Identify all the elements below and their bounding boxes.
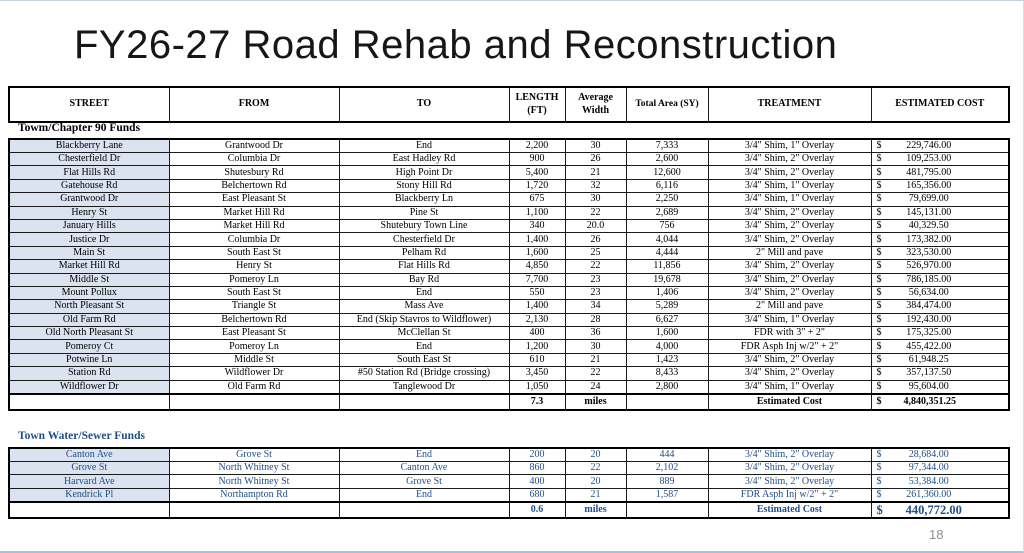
cell-estimated-cost [871, 340, 1009, 353]
cell-area: 6,116 [626, 179, 708, 192]
col-header-treatment: TREATMENT [708, 87, 871, 122]
cell-width: 21 [565, 166, 626, 179]
cost-amount: 109,253.00 [906, 153, 952, 165]
dollar-sign: $ [876, 340, 882, 352]
cell-treatment: FDR Asph Inj w/2" + 2" [708, 488, 871, 502]
dollar-sign: $ [876, 475, 882, 487]
cell-treatment: 3/4" Shim, 2" Overlay [708, 367, 871, 380]
cell-to: End [339, 448, 509, 462]
cell-estimated-cost [871, 286, 1009, 299]
cell-estimated-cost [871, 448, 1009, 462]
cost-amount: 173,382.00 [906, 233, 952, 245]
cell-width: 22 [565, 206, 626, 219]
cell-width: 25 [565, 246, 626, 259]
cell-length: 550 [509, 286, 565, 299]
cell-from [169, 502, 339, 518]
cell-to: Pine St [339, 206, 509, 219]
dollar-sign: $ [876, 193, 882, 205]
cost-amount: 786,185.00 [906, 273, 952, 285]
cell-width: 22 [565, 462, 626, 475]
cell-from: Shutesbury Rd [169, 166, 339, 179]
slide-title: FY26-27 Road Rehab and Reconstruction [74, 23, 838, 67]
cell-length: 1,100 [509, 206, 565, 219]
cell-treatment: 3/4" Shim, 2" Overlay [708, 233, 871, 246]
cell-to [339, 394, 509, 410]
cell-street: Grantwood Dr [9, 193, 169, 206]
cell-street [9, 394, 169, 410]
cell-to: #50 Station Rd (Bridge crossing) [339, 367, 509, 380]
cell-street: Middle St [9, 273, 169, 286]
cell-estimated-cost [871, 246, 1009, 259]
cell-street: January Hills [9, 219, 169, 232]
dollar-sign: $ [876, 246, 882, 258]
cell-length: 900 [509, 153, 565, 166]
cost-amount: 4,840,351.25 [903, 395, 956, 407]
table-row [9, 327, 1009, 340]
cell-width: 30 [565, 193, 626, 206]
cell-area: 2,689 [626, 206, 708, 219]
dollar-sign: $ [876, 206, 882, 218]
table-row [9, 448, 1009, 462]
dollar-sign: $ [876, 153, 882, 165]
cell-street: Justice Dr [9, 233, 169, 246]
cell-to: End [339, 286, 509, 299]
cell-to: Blackberry Ln [339, 193, 509, 206]
cell-area: 12,600 [626, 166, 708, 179]
table-row [9, 219, 1009, 232]
cost-amount: 175,325.00 [906, 327, 952, 339]
cell-from: North Whitney St [169, 475, 339, 488]
summary-miles-value: 0.6 [509, 502, 565, 518]
cell-area: 1,587 [626, 488, 708, 502]
cell-width: 23 [565, 273, 626, 286]
cell-to: End [339, 488, 509, 502]
cell-to: East Hadley Rd [339, 153, 509, 166]
cell-width: 34 [565, 300, 626, 313]
table-row [9, 273, 1009, 286]
cell-to: End (Skip Stavros to Wildflower) [339, 313, 509, 326]
col-header-width: Average Width [565, 87, 626, 122]
cell-width: 23 [565, 286, 626, 299]
cost-amount: 481,795.00 [906, 166, 952, 178]
col-header-length: LENGTH (FT) [509, 87, 565, 122]
cell-from: Grantwood Dr [169, 139, 339, 153]
cell-area: 2,102 [626, 462, 708, 475]
dollar-sign: $ [876, 449, 882, 460]
cell-estimated-cost [871, 502, 1009, 518]
cell-length: 1,400 [509, 300, 565, 313]
table-row [9, 475, 1009, 488]
cell-street: Potwine Ln [9, 353, 169, 366]
cell-length: 1,050 [509, 380, 565, 394]
table-row [9, 206, 1009, 219]
dollar-sign: $ [876, 273, 882, 285]
cell-from: East Pleasant St [169, 193, 339, 206]
cell-width: 26 [565, 233, 626, 246]
cell-treatment: 3/4" Shim, 1" Overlay [708, 179, 871, 192]
cell-street: Harvard Ave [9, 475, 169, 488]
cell-treatment: 3/4" Shim, 1" Overlay [708, 193, 871, 206]
table-row [9, 462, 1009, 475]
cell-treatment: 3/4" Shim, 2" Overlay [708, 166, 871, 179]
cell-width: 22 [565, 367, 626, 380]
cell-length: 400 [509, 475, 565, 488]
cell-estimated-cost [871, 488, 1009, 502]
cell-area: 7,333 [626, 139, 708, 153]
cell-length: 7,700 [509, 273, 565, 286]
dollar-sign: $ [876, 233, 882, 245]
cell-estimated-cost [871, 179, 1009, 192]
dollar-sign: $ [876, 488, 882, 500]
table-row [9, 139, 1009, 153]
cell-from: Columbia Dr [169, 233, 339, 246]
dollar-sign: $ [876, 166, 882, 178]
cell-width: 21 [565, 488, 626, 502]
cell-width: 28 [565, 313, 626, 326]
cell-street: Station Rd [9, 367, 169, 380]
col-header-area: Total Area (SY) [626, 87, 708, 122]
cost-amount: 526,970.00 [906, 260, 952, 272]
cell-treatment: 3/4" Shim, 2" Overlay [708, 273, 871, 286]
cell-treatment: 3/4" Shim, 2" Overlay [708, 475, 871, 488]
cost-amount: 40,329.50 [908, 220, 949, 232]
cell-area: 1,423 [626, 353, 708, 366]
cell-to: Grove St [339, 475, 509, 488]
column-header-row [8, 86, 1010, 123]
cell-length: 860 [509, 462, 565, 475]
cell-street: Main St [9, 246, 169, 259]
dollar-sign: $ [876, 354, 882, 366]
cell-treatment: FDR with 3" + 2" [708, 327, 871, 340]
cost-amount: 28,684.00 [908, 449, 949, 460]
cell-area: 2,800 [626, 380, 708, 394]
cell-estimated-cost [871, 327, 1009, 340]
cell-street: Chesterfield Dr [9, 153, 169, 166]
cell-estimated-cost [871, 313, 1009, 326]
cell-estimated-cost [871, 475, 1009, 488]
cell-estimated-cost [871, 139, 1009, 153]
col-header-to: TO [339, 87, 509, 122]
cell-treatment: 2" Mill and pave [708, 246, 871, 259]
cell-estimated-cost [871, 300, 1009, 313]
cell-length: 1,400 [509, 233, 565, 246]
cell-estimated-cost [871, 367, 1009, 380]
cell-from: Pomeroy Ln [169, 340, 339, 353]
cost-amount: 145,131.00 [906, 206, 952, 218]
cell-from: South East St [169, 246, 339, 259]
cell-to: End [339, 139, 509, 153]
cell-estimated-cost [871, 219, 1009, 232]
table-row [9, 340, 1009, 353]
table-row [9, 488, 1009, 502]
cell-to: South East St [339, 353, 509, 366]
cell-from: Triangle St [169, 300, 339, 313]
col-header-from: FROM [169, 87, 339, 122]
cell-length: 400 [509, 327, 565, 340]
cell-to: End [339, 340, 509, 353]
dollar-sign: $ [876, 313, 882, 325]
dollar-sign: $ [876, 220, 882, 232]
cell-from: Belchertown Rd [169, 313, 339, 326]
cell-treatment: 3/4" Shim, 2" Overlay [708, 206, 871, 219]
cell-from: Columbia Dr [169, 153, 339, 166]
cell-from: Market Hill Rd [169, 206, 339, 219]
table-row [9, 193, 1009, 206]
cell-to: Shutebury Town Line [339, 219, 509, 232]
cell-to: Pelham Rd [339, 246, 509, 259]
cell-street: Gatehouse Rd [9, 179, 169, 192]
cell-area: 889 [626, 475, 708, 488]
cell-length: 1,200 [509, 340, 565, 353]
cell-treatment: 3/4" Shim, 1" Overlay [708, 380, 871, 394]
cell-to: Canton Ave [339, 462, 509, 475]
cell-estimated-cost [871, 273, 1009, 286]
dollar-sign: $ [876, 327, 882, 339]
cell-to: Bay Rd [339, 273, 509, 286]
cell-treatment: 3/4" Shim, 1" Overlay [708, 313, 871, 326]
cell-treatment: 3/4" Shim, 2" Overlay [708, 260, 871, 273]
water-sewer-funds-table [8, 447, 1010, 519]
dollar-sign: $ [876, 380, 882, 392]
cell-from: North Whitney St [169, 462, 339, 475]
section-summary-row [9, 394, 1009, 410]
cell-from: Belchertown Rd [169, 179, 339, 192]
cell-area: 444 [626, 448, 708, 462]
cell-street: Kendrick Pl [9, 488, 169, 502]
cost-amount: 56,634.00 [908, 287, 949, 299]
cell-area: 19,678 [626, 273, 708, 286]
cell-area: 5,289 [626, 300, 708, 313]
cell-from: Northampton Rd [169, 488, 339, 502]
cell-width: 30 [565, 139, 626, 153]
cell-treatment: FDR Asph Inj w/2" + 2" [708, 340, 871, 353]
cost-amount: 357,137.50 [906, 367, 952, 379]
cell-width: 22 [565, 260, 626, 273]
cell-street: North Pleasant St [9, 300, 169, 313]
cell-street: Market Hill Rd [9, 260, 169, 273]
cell-estimated-cost [871, 260, 1009, 273]
cell-from: South East St [169, 286, 339, 299]
dollar-sign: $ [876, 367, 882, 379]
cell-length: 4,850 [509, 260, 565, 273]
cell-street: Blackberry Lane [9, 139, 169, 153]
cell-treatment: 3/4" Shim, 2" Overlay [708, 286, 871, 299]
cell-estimated-cost [871, 206, 1009, 219]
cell-treatment: 3/4" Shim, 2" Overlay [708, 462, 871, 475]
page-number: 18 [929, 527, 944, 542]
cell-width: 21 [565, 353, 626, 366]
cost-amount: 455,422.00 [906, 340, 952, 352]
dollar-sign: $ [876, 179, 882, 191]
cell-length: 2,130 [509, 313, 565, 326]
dollar-sign: $ [876, 395, 882, 407]
dollar-sign: $ [876, 287, 882, 299]
table-row [9, 286, 1009, 299]
table-row [9, 367, 1009, 380]
cell-area: 8,433 [626, 367, 708, 380]
cost-amount: 323,530.00 [906, 246, 952, 258]
cell-to: Flat Hills Rd [339, 260, 509, 273]
dollar-sign: $ [876, 260, 882, 272]
cell-treatment: 3/4" Shim, 2" Overlay [708, 219, 871, 232]
cell-to: McClellan St [339, 327, 509, 340]
chapter90-funds-table [8, 138, 1010, 411]
cell-street: Old North Pleasant St [9, 327, 169, 340]
cell-area: 1,600 [626, 327, 708, 340]
cell-length: 2,200 [509, 139, 565, 153]
col-header-street: STREET [9, 87, 169, 122]
cell-street: Mount Pollux [9, 286, 169, 299]
cell-width: 26 [565, 153, 626, 166]
cell-area: 756 [626, 219, 708, 232]
summary-miles-unit: miles [565, 394, 626, 410]
cell-area [626, 502, 708, 518]
cell-length: 200 [509, 448, 565, 462]
cell-estimated-cost [871, 166, 1009, 179]
cell-width: 20.0 [565, 219, 626, 232]
dollar-sign: $ [876, 300, 882, 312]
table-row [9, 380, 1009, 394]
cell-length: 340 [509, 219, 565, 232]
cell-estimated-cost [871, 353, 1009, 366]
cell-street: Grove St [9, 462, 169, 475]
cell-width: 32 [565, 179, 626, 192]
cost-amount: 79,699.00 [908, 193, 949, 205]
cell-length: 3,450 [509, 367, 565, 380]
cell-street: Wildflower Dr [9, 380, 169, 394]
cell-to: Mass Ave [339, 300, 509, 313]
cell-width: 24 [565, 380, 626, 394]
cell-estimated-cost [871, 233, 1009, 246]
cost-amount: 53,384.00 [908, 475, 949, 487]
summary-miles-unit: miles [565, 502, 626, 518]
cost-amount: 61,948.25 [908, 354, 949, 366]
cell-street: Flat Hills Rd [9, 166, 169, 179]
section-label-chapter90-funds: Towm/Chapter 90 Funds [18, 122, 141, 134]
cell-width: 30 [565, 340, 626, 353]
table-row [9, 353, 1009, 366]
table-row [9, 300, 1009, 313]
summary-estimated-cost-label: Estimated Cost [708, 502, 871, 518]
cell-from [169, 394, 339, 410]
header-row [9, 87, 1009, 122]
cost-amount: 229,746.00 [906, 140, 952, 151]
cost-amount: 440,772.00 [905, 502, 962, 517]
cell-treatment: 2" Mill and pave [708, 300, 871, 313]
cell-to: Stony Hill Rd [339, 179, 509, 192]
cell-from: Henry St [169, 260, 339, 273]
cell-from: Market Hill Rd [169, 219, 339, 232]
cell-estimated-cost [871, 153, 1009, 166]
cell-estimated-cost [871, 394, 1009, 410]
cell-from: Middle St [169, 353, 339, 366]
cell-length: 1,600 [509, 246, 565, 259]
cell-length: 680 [509, 488, 565, 502]
cell-width: 20 [565, 448, 626, 462]
dollar-sign: $ [876, 502, 883, 517]
cost-amount: 95,604.00 [908, 380, 949, 392]
col-header-cost: ESTIMATED COST [871, 87, 1009, 122]
cell-street: Old Farm Rd [9, 313, 169, 326]
table-row [9, 313, 1009, 326]
cell-from: East Pleasant St [169, 327, 339, 340]
cell-street: Henry St [9, 206, 169, 219]
cell-treatment: 3/4" Shim, 1" Overlay [708, 139, 871, 153]
cell-area: 1,406 [626, 286, 708, 299]
cell-from: Old Farm Rd [169, 380, 339, 394]
cell-from: Pomeroy Ln [169, 273, 339, 286]
cell-area: 4,000 [626, 340, 708, 353]
cell-street [9, 502, 169, 518]
cell-street: Canton Ave [9, 448, 169, 462]
summary-estimated-cost-label: Estimated Cost [708, 394, 871, 410]
cell-area: 2,250 [626, 193, 708, 206]
cell-estimated-cost [871, 193, 1009, 206]
cell-from: Grove St [169, 448, 339, 462]
cell-to: Tanglewood Dr [339, 380, 509, 394]
dollar-sign: $ [876, 462, 882, 474]
cell-width: 20 [565, 475, 626, 488]
cell-area: 4,044 [626, 233, 708, 246]
dollar-sign: $ [876, 140, 882, 151]
table-row [9, 153, 1009, 166]
cell-from: Wildflower Dr [169, 367, 339, 380]
cell-treatment: 3/4" Shim, 2" Overlay [708, 153, 871, 166]
cell-to: High Point Dr [339, 166, 509, 179]
cell-area: 2,600 [626, 153, 708, 166]
table-row [9, 260, 1009, 273]
cell-treatment: 3/4" Shim, 2" Overlay [708, 353, 871, 366]
summary-miles-value: 7.3 [509, 394, 565, 410]
cell-length: 675 [509, 193, 565, 206]
table-row [9, 166, 1009, 179]
cell-estimated-cost [871, 380, 1009, 394]
cell-length: 5,400 [509, 166, 565, 179]
cell-length: 610 [509, 353, 565, 366]
cost-amount: 384,474.00 [906, 300, 952, 312]
section-summary-row [9, 502, 1009, 518]
cell-area: 11,856 [626, 260, 708, 273]
cell-area: 6,627 [626, 313, 708, 326]
cell-estimated-cost [871, 462, 1009, 475]
cell-street: Pomeroy Ct [9, 340, 169, 353]
cost-amount: 97,344.00 [908, 462, 949, 474]
cell-area: 4,444 [626, 246, 708, 259]
cell-to [339, 502, 509, 518]
cost-amount: 261,360.00 [906, 488, 952, 500]
cell-width: 36 [565, 327, 626, 340]
cell-to: Chesterfield Dr [339, 233, 509, 246]
table-row [9, 246, 1009, 259]
cell-length: 1,720 [509, 179, 565, 192]
section-label-water-sewer-funds: Town Water/Sewer Funds [18, 430, 145, 442]
table-row [9, 179, 1009, 192]
cost-amount: 165,356.00 [906, 179, 952, 191]
table-row [9, 233, 1009, 246]
cell-area [626, 394, 708, 410]
cost-amount: 192,430.00 [906, 313, 952, 325]
cell-treatment: 3/4" Shim, 2" Overlay [708, 448, 871, 462]
